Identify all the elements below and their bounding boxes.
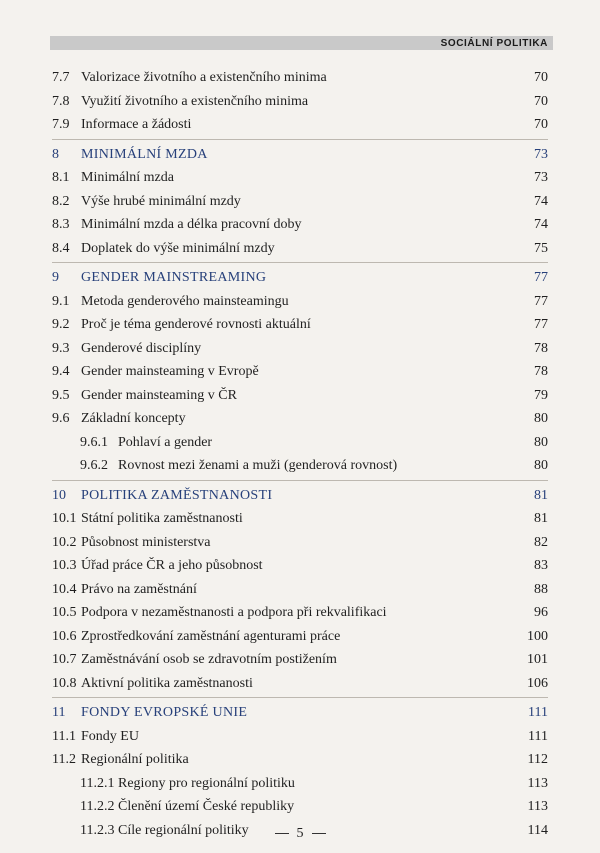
toc-entry-row[interactable]: [52, 578, 548, 602]
toc-entry-label: Proč je téma genderové rovnosti aktuální: [81, 317, 311, 332]
toc-entry-page: 70: [534, 117, 548, 132]
toc-entry-number: 9.6: [52, 411, 70, 426]
toc-entry-label: MINIMÁLNÍ MZDA: [81, 146, 208, 162]
toc-entry-page: 111: [528, 705, 548, 720]
toc-entry-label: GENDER MAINSTREAMING: [81, 270, 267, 285]
toc-entry-page: 77: [534, 293, 548, 309]
toc-entry-label: Fondy EU: [81, 728, 139, 744]
toc-entry-number: 9.1: [52, 293, 70, 309]
toc-entry-number: 9.6.2: [80, 458, 108, 473]
toc-entry-page: 70: [534, 93, 548, 109]
toc-entry-number: 8: [52, 146, 59, 162]
toc-entry-row[interactable]: [52, 213, 548, 237]
toc-entry-number: 10.6: [52, 628, 77, 644]
toc-entry-label: Zaměstnávání osob se zdravotním postižením: [81, 652, 337, 667]
toc-entry-number: 7.9: [52, 117, 70, 132]
toc-entry-number: 8.1: [52, 170, 70, 185]
toc-entry-label: FONDY EVROPSKÉ UNIE: [81, 705, 248, 720]
toc-entry-number: 10.1: [52, 511, 77, 526]
footer-dash-right: [312, 833, 326, 834]
toc-entry-page: 79: [534, 387, 548, 403]
toc-chapter-row[interactable]: [52, 701, 548, 725]
toc-entry-number: 10.7: [52, 652, 77, 667]
toc-entry-number: 9.4: [52, 364, 70, 379]
toc-entry-page: 78: [534, 340, 548, 356]
toc-entry-number: 9: [52, 270, 59, 285]
toc-entry-row[interactable]: [52, 337, 548, 361]
toc-entry-row[interactable]: [52, 554, 548, 578]
toc-entry-page: 77: [534, 270, 548, 285]
toc-entry-number: 9.5: [52, 387, 70, 403]
toc-entry-page: 83: [534, 558, 548, 573]
toc-entry-label: Aktivní politika zaměstnanosti: [81, 675, 253, 691]
toc-entry-label: Regiony pro regionální politiku: [118, 775, 295, 791]
toc-entry-page: 80: [534, 458, 548, 473]
toc-entry-page: 114: [527, 822, 548, 838]
toc-entry-number: 10: [52, 487, 66, 503]
toc-entry-number: 9.2: [52, 317, 70, 332]
toc-entry-number: 11.2.1: [80, 775, 115, 791]
footer-dash-left: [275, 833, 289, 834]
toc-entry-page: 77: [534, 317, 548, 332]
toc-entry-label: Členění území České republiky: [118, 799, 295, 814]
toc-entry-page: 100: [527, 628, 548, 644]
toc-entry-number: 7.8: [52, 93, 70, 109]
table-of-contents: [52, 66, 548, 842]
toc-chapter-row[interactable]: [52, 143, 548, 167]
toc-entry-number: 10.8: [52, 675, 77, 691]
toc-entry-number: 11.2: [52, 752, 76, 767]
toc-entry-page: 113: [527, 799, 548, 814]
toc-entry-number: 9.6.1: [80, 434, 108, 450]
toc-entry-label: Rovnost mezi ženami a muži (genderová rovnost): [118, 458, 398, 473]
toc-entry-row[interactable]: [52, 625, 548, 649]
toc-chapter-row[interactable]: [52, 266, 548, 290]
page-number: 5: [296, 826, 304, 841]
toc-entry-row[interactable]: [52, 507, 548, 531]
toc-entry-number: 10.2: [52, 534, 77, 550]
toc-entry-page: 101: [527, 652, 548, 667]
toc-entry-label: Metoda genderového mainsteamingu: [81, 293, 289, 309]
toc-entry-page: 81: [534, 487, 548, 503]
toc-entry-label: Gender mainsteaming v Evropě: [81, 364, 259, 379]
toc-entry-label: Základní koncepty: [81, 411, 186, 426]
toc-entry-page: 111: [528, 728, 548, 744]
toc-entry-number: 11.2.2: [80, 799, 115, 814]
toc-entry-number: 11: [52, 705, 66, 720]
toc-entry-row[interactable]: [52, 772, 548, 796]
toc-entry-page: 88: [534, 581, 548, 597]
toc-entry-row[interactable]: [52, 672, 548, 696]
toc-entry-page: 80: [534, 411, 548, 426]
toc-entry-row[interactable]: [52, 648, 548, 672]
toc-entry-label: Úřad práce ČR a jeho působnost: [81, 558, 263, 573]
toc-entry-page: 74: [534, 217, 548, 232]
toc-entry-page: 78: [534, 364, 548, 379]
toc-entry-row[interactable]: [52, 166, 548, 190]
toc-entry-number: 10.3: [52, 558, 77, 573]
toc-entry-page: 106: [527, 675, 548, 691]
toc-entry-page: 74: [534, 193, 548, 209]
toc-entry-page: 75: [534, 240, 548, 256]
toc-entry-label: Doplatek do výše minimální mzdy: [81, 240, 275, 256]
toc-entry-number: 10.4: [52, 581, 77, 597]
toc-entry-row[interactable]: [52, 313, 548, 337]
page-footer: [0, 826, 600, 842]
toc-entry-number: 11.1: [52, 728, 76, 744]
toc-entry-label: Valorizace životního a existenčního minima: [81, 70, 327, 85]
toc-entry-label: Právo na zaměstnání: [81, 581, 197, 597]
toc-entry-number: 9.3: [52, 340, 70, 356]
toc-entry-label: Působnost ministerstva: [81, 534, 211, 550]
toc-entry-row[interactable]: [52, 431, 548, 455]
toc-entry-label: POLITIKA ZAMĚSTNANOSTI: [81, 487, 273, 503]
toc-entry-label: Pohlaví a gender: [118, 434, 213, 450]
toc-entry-label: Zprostředkování zaměstnání agenturami práce: [81, 628, 341, 644]
chapter-separator: [52, 262, 548, 263]
toc-entry-row[interactable]: [52, 407, 548, 431]
toc-entry-row[interactable]: [52, 90, 548, 114]
toc-entry-row[interactable]: [52, 748, 548, 772]
toc-entry-page: 73: [534, 170, 548, 185]
toc-entry-label: Informace a žádosti: [81, 117, 192, 132]
toc-entry-label: Minimální mzda: [81, 170, 174, 185]
chapter-separator: [52, 697, 548, 698]
toc-entry-label: Regionální politika: [81, 752, 189, 767]
toc-entry-row[interactable]: [52, 290, 548, 314]
toc-entry-row[interactable]: [52, 531, 548, 555]
toc-entry-row[interactable]: [52, 237, 548, 261]
toc-entry-page: 112: [527, 752, 548, 767]
toc-entry-number: 7.7: [52, 70, 70, 85]
toc-entry-number: 8.4: [52, 240, 70, 256]
toc-entry-row[interactable]: [52, 795, 548, 819]
toc-entry-number: 11.2.3: [80, 822, 115, 838]
toc-entry-label: Státní politika zaměstnanosti: [81, 511, 243, 526]
toc-entry-row[interactable]: [52, 113, 548, 137]
toc-entry-page: 70: [534, 70, 548, 85]
toc-entry-page: 96: [534, 605, 548, 620]
toc-entry-label: Cíle regionální politiky: [118, 822, 249, 838]
toc-entry-row[interactable]: [52, 66, 548, 90]
toc-entry-row[interactable]: [52, 384, 548, 408]
toc-entry-label: Využití životního a existenčního minima: [81, 93, 309, 109]
toc-chapter-row[interactable]: [52, 484, 548, 508]
toc-entry-label: Podpora v nezaměstnanosti a podpora při rekvalifikaci: [81, 605, 387, 620]
toc-entry-row[interactable]: [52, 725, 548, 749]
toc-entry-row[interactable]: [52, 360, 548, 384]
toc-entry-number: 10.5: [52, 605, 77, 620]
toc-entry-label: Výše hrubé minimální mzdy: [81, 193, 241, 209]
toc-entry-page: 113: [527, 775, 548, 791]
toc-entry-row[interactable]: [52, 190, 548, 214]
toc-entry-number: 8.3: [52, 217, 70, 232]
section-title: SOCIÁLNÍ POLITIKA: [440, 38, 548, 49]
toc-entry-page: 80: [534, 434, 548, 450]
toc-entry-label: Genderové disciplíny: [81, 340, 202, 356]
toc-entry-page: 81: [534, 511, 548, 526]
chapter-separator: [52, 480, 548, 481]
toc-entry-page: 82: [534, 534, 548, 550]
toc-entry-label: Gender mainsteaming v ČR: [81, 387, 237, 403]
toc-entry-page: 73: [534, 146, 548, 162]
toc-entry-label: Minimální mzda a délka pracovní doby: [81, 217, 302, 232]
toc-entry-row[interactable]: [52, 454, 548, 478]
toc-entry-row[interactable]: [52, 601, 548, 625]
chapter-separator: [52, 139, 548, 140]
toc-entry-number: 8.2: [52, 193, 70, 209]
